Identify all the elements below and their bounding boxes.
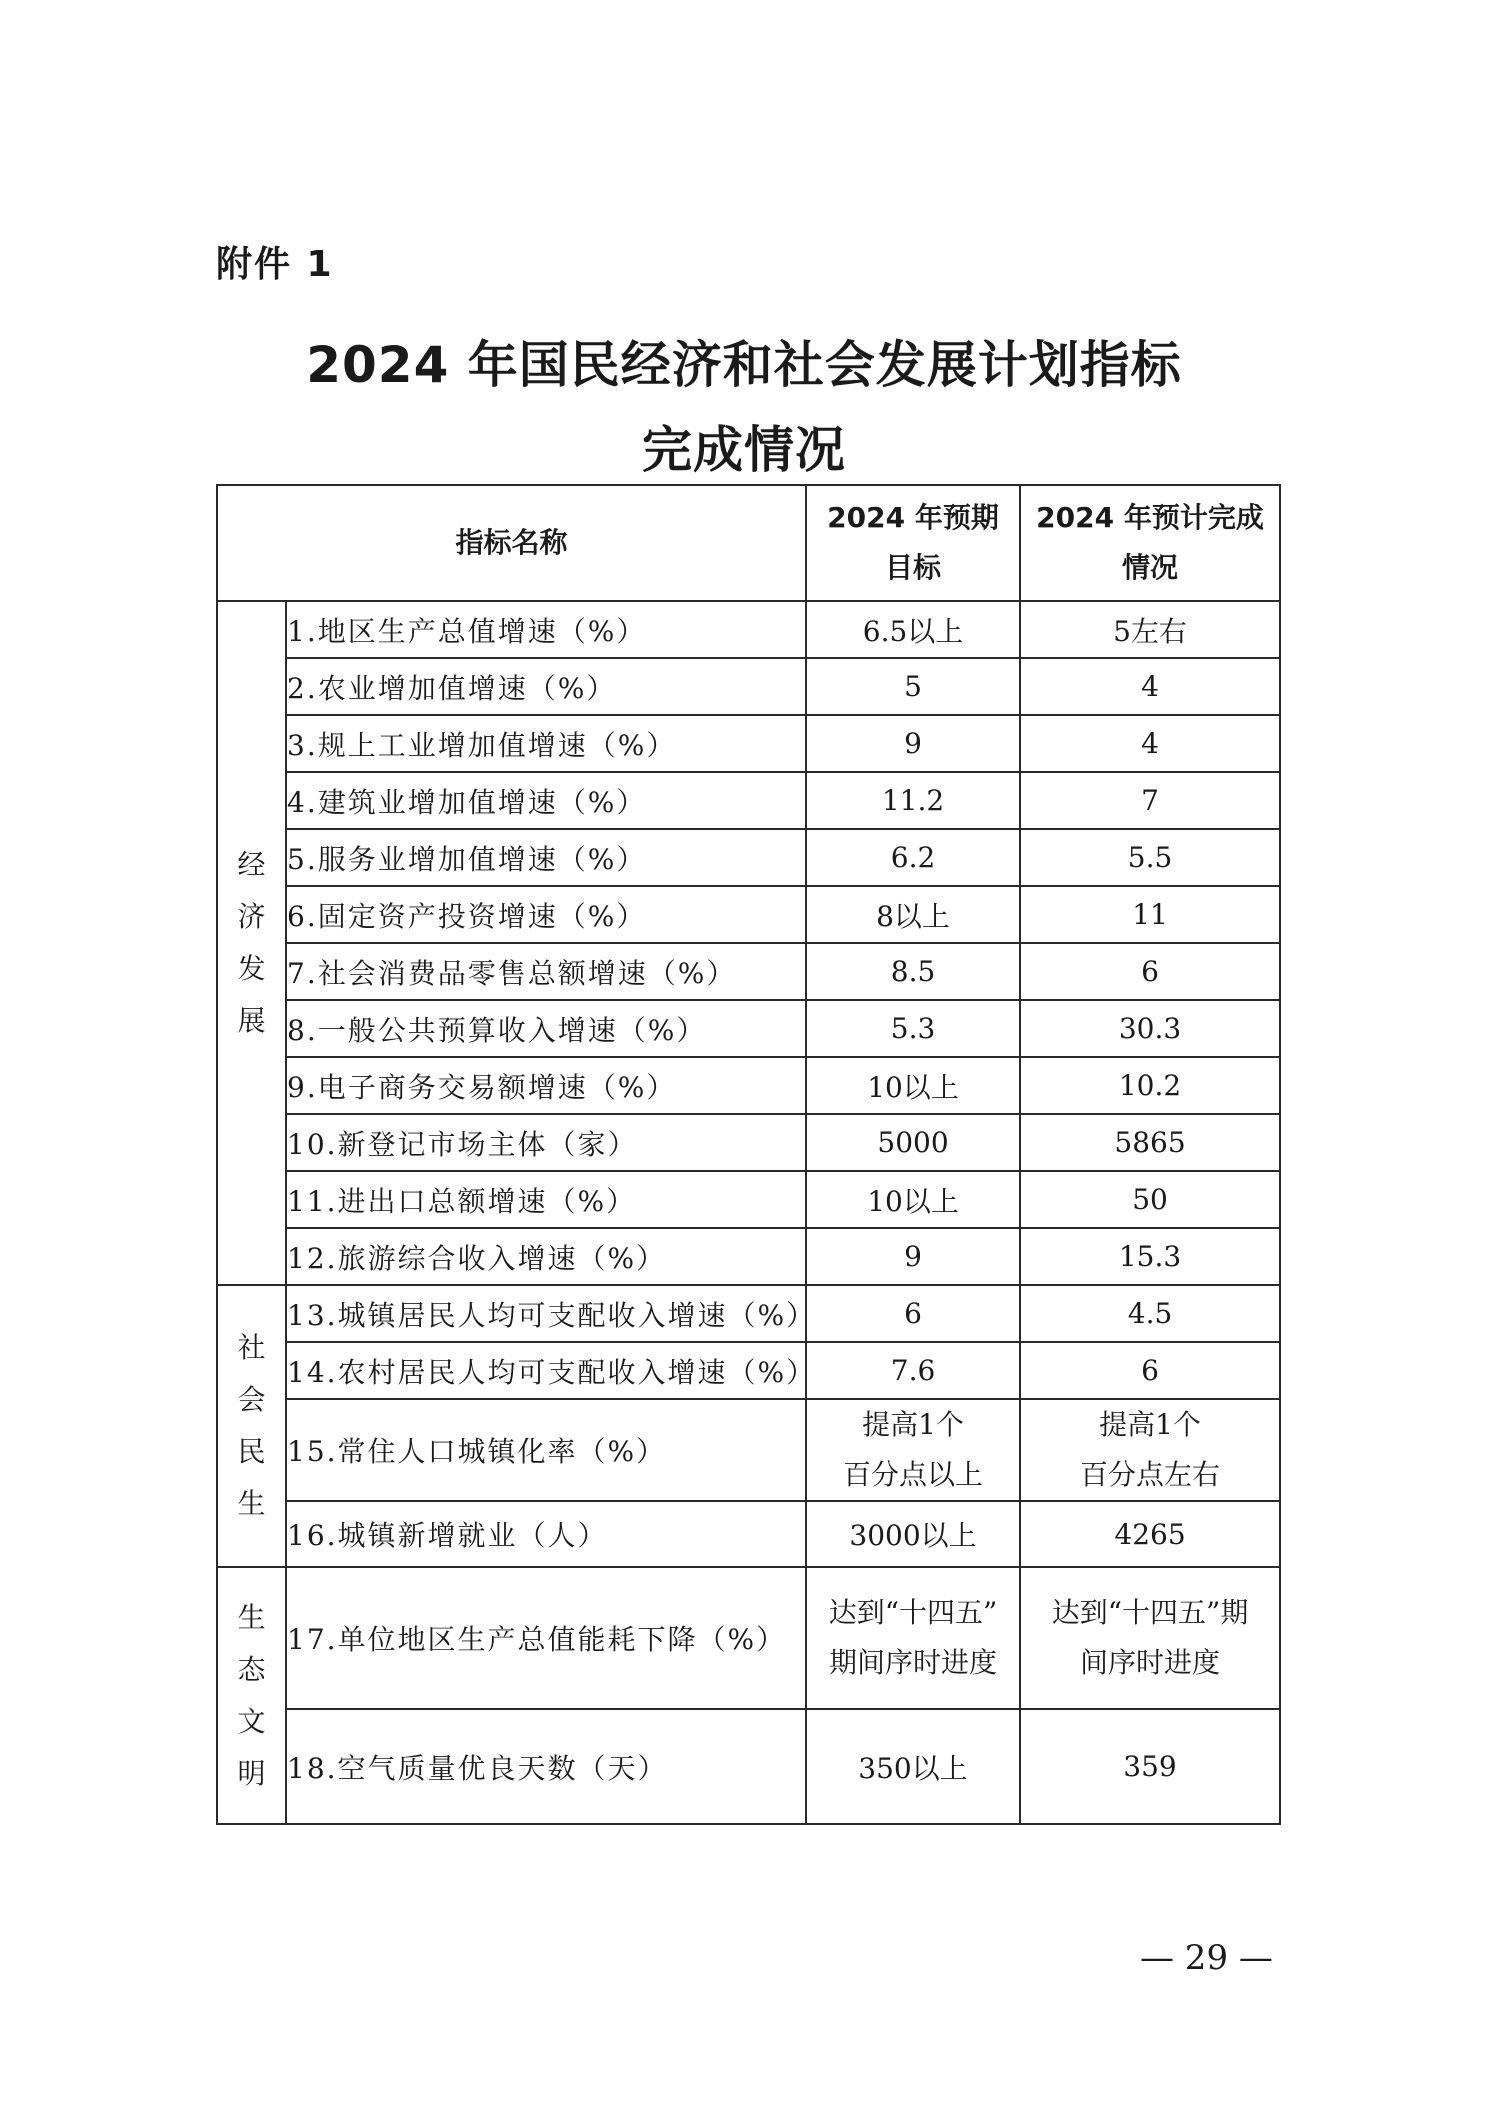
target-value: 9 xyxy=(806,715,1020,772)
actual-value: 4265 xyxy=(1020,1501,1280,1567)
target-value: 3000以上 xyxy=(806,1501,1020,1567)
table-row xyxy=(217,715,1280,772)
table-row xyxy=(217,1228,1280,1285)
actual-value: 4 xyxy=(1020,658,1280,715)
table-row xyxy=(217,658,1280,715)
actual-value: 5左右 xyxy=(1020,601,1280,658)
actual-value: 5865 xyxy=(1020,1114,1280,1171)
target-value: 8.5 xyxy=(806,943,1020,1000)
table-row xyxy=(217,1567,1280,1709)
table-row xyxy=(217,1171,1280,1228)
actual-value: 4 xyxy=(1020,715,1280,772)
actual-value: 30.3 xyxy=(1020,1000,1280,1057)
target-value: 6 xyxy=(806,1285,1020,1342)
target-value: 10以上 xyxy=(806,1171,1020,1228)
target-value-line2: 百分点以上 xyxy=(843,1458,984,1491)
category-label: 社会民生 xyxy=(237,1331,266,1520)
table-row xyxy=(217,1399,1280,1501)
indicator-name: 10.新登记市场主体（家） xyxy=(286,1114,806,1171)
target-value: 11.2 xyxy=(806,772,1020,829)
actual-value: 7 xyxy=(1020,772,1280,829)
actual-value: 11 xyxy=(1020,886,1280,943)
header-actual-line1: 2024 年预计完成 xyxy=(1036,501,1264,534)
indicator-name: 14.农村居民人均可支配收入增速（%） xyxy=(286,1342,806,1399)
indicator-name: 1.地区生产总值增速（%） xyxy=(286,601,806,658)
indicator-name: 15.常住人口城镇化率（%） xyxy=(286,1399,806,1501)
category-ecology xyxy=(217,1567,286,1824)
table-row xyxy=(217,1285,1280,1342)
header-target xyxy=(806,485,1020,601)
indicator-name: 4.建筑业增加值增速（%） xyxy=(286,772,806,829)
indicator-name: 7.社会消费品零售总额增速（%） xyxy=(286,943,806,1000)
indicator-table xyxy=(216,484,1281,1825)
table-row xyxy=(217,1342,1280,1399)
target-value: 6.5以上 xyxy=(806,601,1020,658)
actual-value xyxy=(1020,1399,1280,1501)
header-target-line1: 2024 年预期 xyxy=(827,501,999,534)
actual-value: 6 xyxy=(1020,1342,1280,1399)
actual-value: 359 xyxy=(1020,1709,1280,1824)
target-value: 5000 xyxy=(806,1114,1020,1171)
header-actual-line2: 情况 xyxy=(1122,551,1179,584)
indicator-name: 9.电子商务交易额增速（%） xyxy=(286,1057,806,1114)
table-row xyxy=(217,1114,1280,1171)
target-value xyxy=(806,1567,1020,1709)
actual-value: 5.5 xyxy=(1020,829,1280,886)
indicator-name: 5.服务业增加值增速（%） xyxy=(286,829,806,886)
target-value: 10以上 xyxy=(806,1057,1020,1114)
target-value: 9 xyxy=(806,1228,1020,1285)
target-value-line1: 提高1个 xyxy=(862,1408,964,1441)
actual-value-line1: 提高1个 xyxy=(1099,1408,1201,1441)
actual-value xyxy=(1020,1567,1280,1709)
table-row xyxy=(217,943,1280,1000)
actual-value-line2: 间序时进度 xyxy=(1080,1646,1221,1679)
header-target-line2: 目标 xyxy=(885,551,942,584)
indicator-name: 11.进出口总额增速（%） xyxy=(286,1171,806,1228)
table-row xyxy=(217,1000,1280,1057)
indicator-name: 18.空气质量优良天数（天） xyxy=(286,1709,806,1824)
header-actual xyxy=(1020,485,1280,601)
attachment-label: 附件 1 xyxy=(216,244,334,285)
table-header-row xyxy=(217,485,1280,601)
target-value: 5 xyxy=(806,658,1020,715)
target-value-line2: 期间序时进度 xyxy=(829,1646,998,1679)
indicator-name: 6.固定资产投资增速（%） xyxy=(286,886,806,943)
target-value: 8以上 xyxy=(806,886,1020,943)
table-row xyxy=(217,1709,1280,1824)
table-row xyxy=(217,829,1280,886)
actual-value: 6 xyxy=(1020,943,1280,1000)
actual-value-line1: 达到“十四五”期 xyxy=(1051,1596,1249,1629)
category-label: 经济发展 xyxy=(237,848,266,1037)
category-livelihood xyxy=(217,1285,286,1567)
indicator-name: 2.农业增加值增速（%） xyxy=(286,658,806,715)
target-value: 5.3 xyxy=(806,1000,1020,1057)
indicator-name: 3.规上工业增加值增速（%） xyxy=(286,715,806,772)
document-title-line1: 2024 年国民经济和社会发展计划指标 xyxy=(306,336,1182,394)
target-value: 350以上 xyxy=(806,1709,1020,1824)
document-title-line2: 完成情况 xyxy=(642,421,846,479)
target-value: 7.6 xyxy=(806,1342,1020,1399)
actual-value: 15.3 xyxy=(1020,1228,1280,1285)
target-value xyxy=(806,1399,1020,1501)
header-indicator-name: 指标名称 xyxy=(217,485,806,601)
actual-value: 50 xyxy=(1020,1171,1280,1228)
category-label: 生态文明 xyxy=(237,1600,266,1790)
actual-value-line2: 百分点左右 xyxy=(1080,1458,1221,1491)
target-value-line1: 达到“十四五” xyxy=(828,1596,998,1629)
table-row xyxy=(217,1057,1280,1114)
table-row xyxy=(217,772,1280,829)
indicator-name: 16.城镇新增就业（人） xyxy=(286,1501,806,1567)
table-row xyxy=(217,886,1280,943)
category-economy xyxy=(217,601,286,1285)
table-row xyxy=(217,1501,1280,1567)
actual-value: 4.5 xyxy=(1020,1285,1280,1342)
page-number: — 29 — xyxy=(1140,1938,1273,1978)
target-value: 6.2 xyxy=(806,829,1020,886)
actual-value: 10.2 xyxy=(1020,1057,1280,1114)
indicator-name: 8.一般公共预算收入增速（%） xyxy=(286,1000,806,1057)
indicator-name: 17.单位地区生产总值能耗下降（%） xyxy=(286,1567,806,1709)
table-row xyxy=(217,601,1280,658)
indicator-name: 13.城镇居民人均可支配收入增速（%） xyxy=(286,1285,806,1342)
indicator-name: 12.旅游综合收入增速（%） xyxy=(286,1228,806,1285)
